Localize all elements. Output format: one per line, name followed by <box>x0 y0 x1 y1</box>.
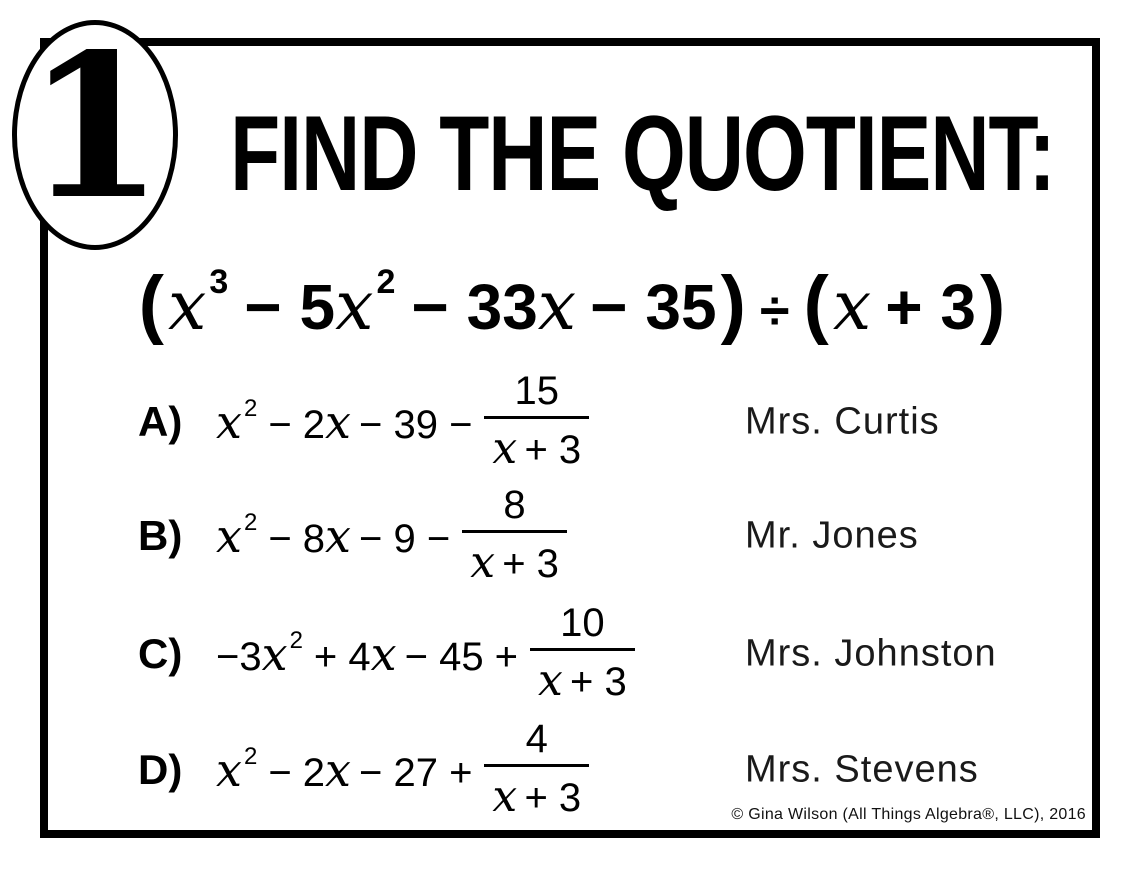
denominator-tail: + 3 <box>502 542 559 586</box>
variable: x <box>216 395 242 449</box>
variable: x <box>370 627 397 681</box>
answer-name-b: Mr. Jones <box>745 514 919 557</box>
problem-variable: x <box>167 267 207 346</box>
variable: x <box>470 537 496 588</box>
linear-term: − 8 <box>268 517 326 561</box>
choice-label-c: C) <box>138 630 183 677</box>
divisor-term-plus-3: + 3 <box>885 271 977 343</box>
card-number-badge <box>12 10 178 250</box>
coefficient: −3 <box>216 635 262 679</box>
answer-name-d: Mrs. Stevens <box>745 748 979 791</box>
variable: x <box>216 509 242 563</box>
problem-close-paren: ) <box>720 261 746 346</box>
choice-label-a: A) <box>138 398 183 445</box>
variable: x <box>538 655 563 706</box>
fraction-numerator: 8 <box>503 483 526 527</box>
divisor-open-paren: ( <box>803 261 829 346</box>
choice-expression-d <box>216 716 589 824</box>
problem-exponent-2: 2 <box>376 263 396 301</box>
fraction-denominator <box>530 648 635 708</box>
variable: x <box>325 509 351 563</box>
exponent: 2 <box>243 509 258 536</box>
card-number: 1 <box>26 10 164 243</box>
fraction-numerator: 15 <box>514 369 560 413</box>
choice-row-b <box>0 480 1136 592</box>
denominator-tail: + 3 <box>570 660 627 704</box>
division-sign: ÷ <box>759 281 790 341</box>
answer-name-a: Mrs. Curtis <box>745 400 940 443</box>
variable: x <box>325 743 351 797</box>
problem-term-minus-33: − 33 <box>411 271 538 343</box>
problem-expression <box>48 226 1096 381</box>
fraction-denominator <box>462 530 567 590</box>
constant-term: − 45 + <box>404 635 519 679</box>
fraction-numerator: 10 <box>560 601 605 645</box>
exponent: 2 <box>289 627 303 654</box>
variable: x <box>325 395 351 449</box>
fraction-denominator <box>484 416 589 476</box>
linear-term: + 4 <box>313 635 371 679</box>
linear-term: − 2 <box>268 751 326 795</box>
choice-label-d: D) <box>138 746 183 793</box>
choice-row-c <box>0 598 1136 710</box>
linear-term: − 2 <box>268 403 326 447</box>
constant-term: − 39 − <box>358 403 473 447</box>
variable: x <box>261 627 288 681</box>
page-title: FIND THE QUOTIENT: <box>230 95 1055 214</box>
choice-label-b: B) <box>138 512 183 559</box>
divisor-close-paren: ) <box>980 261 1006 346</box>
answer-name-c: Mrs. Johnston <box>745 632 997 675</box>
variable: x <box>216 743 242 797</box>
variable: x <box>492 423 518 474</box>
fraction-denominator <box>484 764 589 824</box>
title-bar <box>195 94 1090 214</box>
choice-expression-b <box>216 482 567 590</box>
variable: x <box>492 771 518 822</box>
choice-expression-c <box>216 600 635 708</box>
exponent: 2 <box>243 395 258 422</box>
exponent: 2 <box>243 743 258 770</box>
choice-row-a <box>0 366 1136 478</box>
problem-variable: x <box>335 267 374 346</box>
remainder-fraction <box>530 600 635 708</box>
divisor-variable: x <box>832 267 872 346</box>
remainder-fraction <box>462 482 567 590</box>
denominator-tail: + 3 <box>524 776 582 820</box>
problem-open-paren: ( <box>138 261 164 346</box>
problem-term-minus-35: − 35 <box>590 271 717 343</box>
constant-term: − 9 − <box>358 517 451 561</box>
remainder-fraction <box>484 716 589 824</box>
choice-expression-a <box>216 368 589 476</box>
denominator-tail: + 3 <box>524 428 582 472</box>
copyright-notice: © Gina Wilson (All Things Algebra®, LLC), 2016 <box>731 806 1086 823</box>
fraction-numerator: 4 <box>525 717 548 761</box>
constant-term: − 27 + <box>358 751 473 795</box>
problem-term-minus-5: − 5 <box>244 271 336 343</box>
remainder-fraction <box>484 368 589 476</box>
problem-exponent-3: 3 <box>209 263 229 301</box>
problem-variable: x <box>537 267 577 346</box>
